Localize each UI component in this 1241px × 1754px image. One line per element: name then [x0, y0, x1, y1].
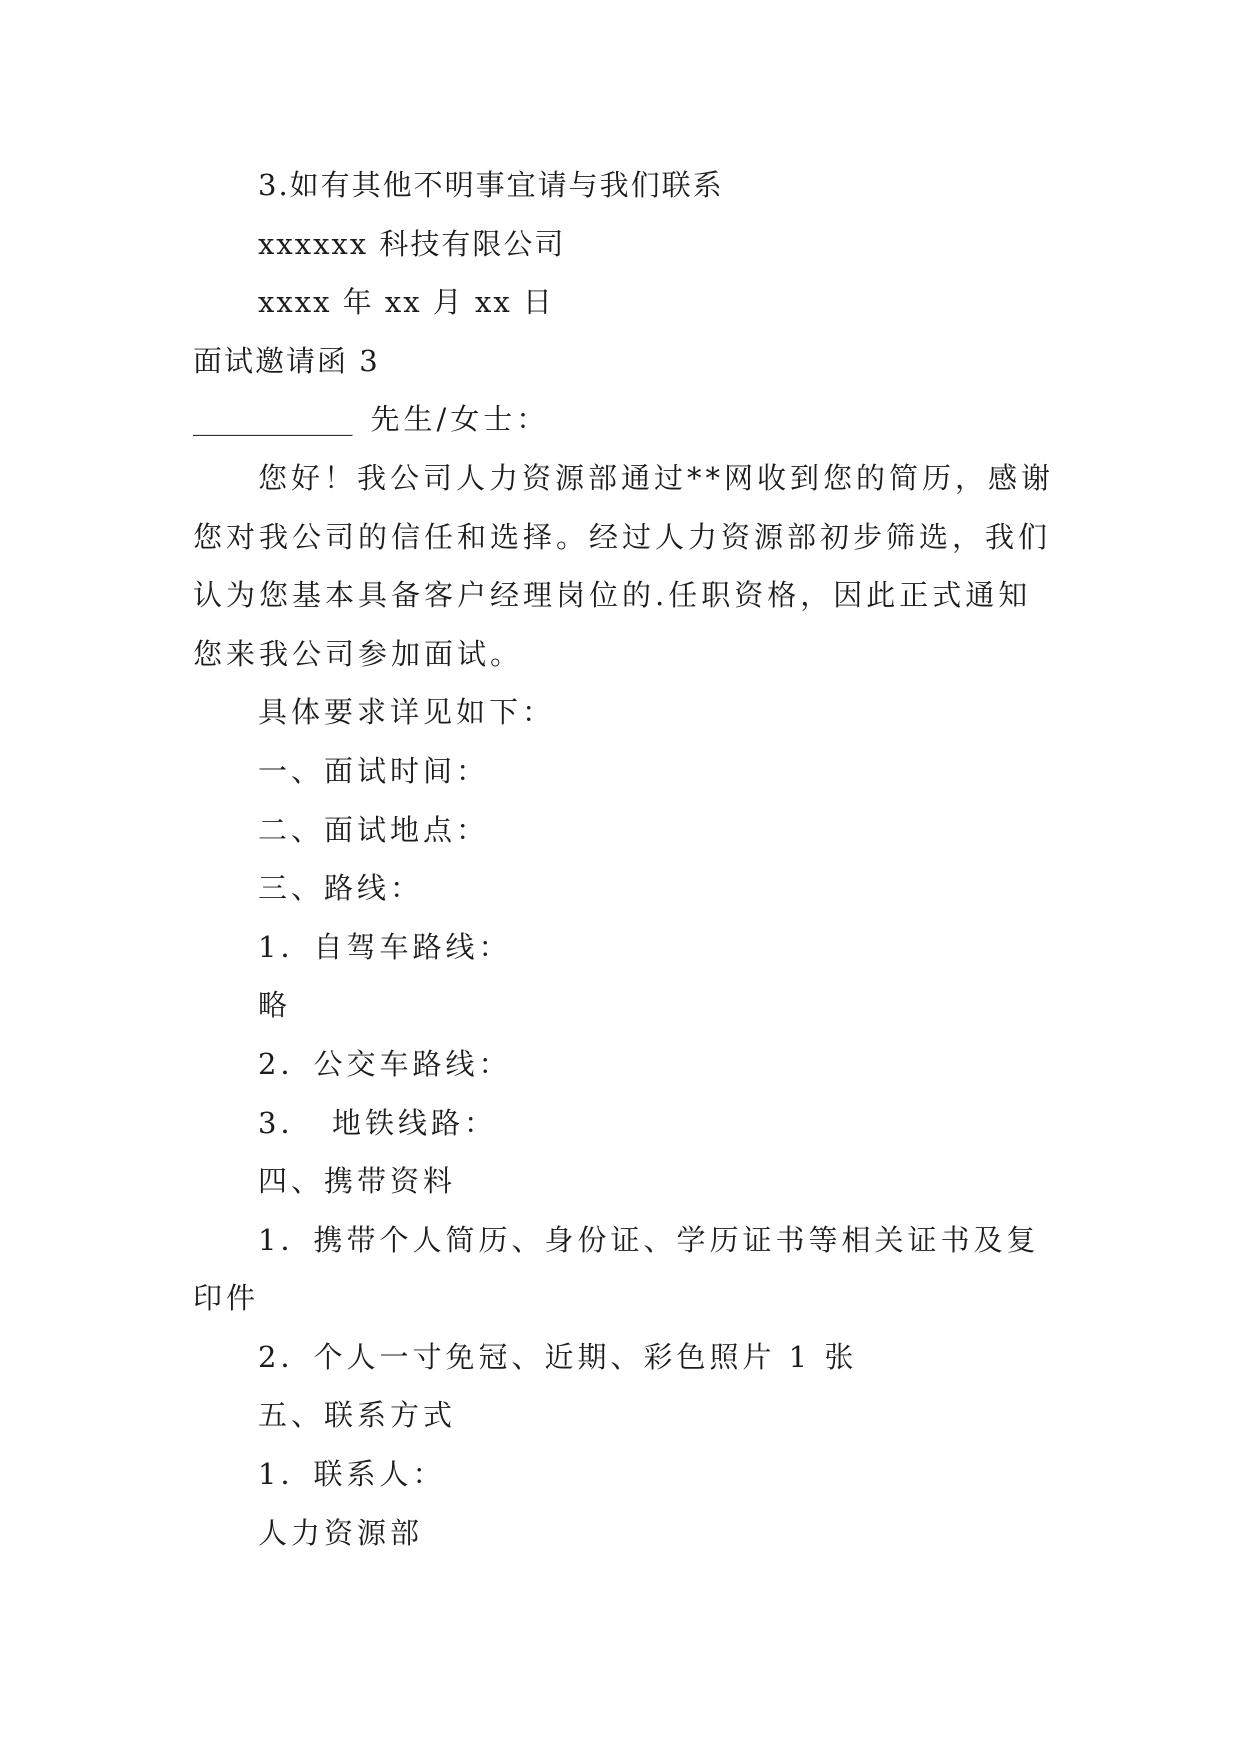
section-materials: 四、携带资料	[258, 1164, 457, 1199]
salutation: 先生/女士：	[370, 402, 550, 437]
route-subway: 3． 地铁线路：	[258, 1105, 497, 1140]
body-line-4: 您来我公司参加面试。	[193, 636, 524, 671]
document-content	[0, 156, 1241, 1562]
company-name: xxxxxx 科技有限公司	[258, 226, 566, 261]
name-blank: ___________	[193, 402, 353, 437]
materials-item-2: 2．个人一寸免冠、近期、彩色照片 1 张	[258, 1339, 858, 1374]
materials-item-1: 1．携带个人简历、身份证、学历证书等相关证书及复	[258, 1222, 1040, 1257]
contact-person: 人力资源部	[258, 1515, 424, 1550]
previous-letter-item-3: 3.如有其他不明事宜请与我们联系	[258, 168, 724, 202]
body-line-3: 认为您基本具备客户经理岗位的.任职资格，因此正式通知	[193, 578, 1032, 613]
body-line-2: 您对我公司的信任和选择。经过人力资源部初步筛选，我们	[193, 519, 1052, 554]
section-interview-time: 一、面试时间：	[258, 753, 490, 788]
section-route: 三、路线：	[258, 871, 424, 906]
body-line-1: 您好！我公司人力资源部通过**网收到您的简历，感谢	[258, 460, 1055, 495]
section-contact: 五、联系方式	[258, 1398, 457, 1433]
route-bus: 2．公交车路线：	[258, 1046, 512, 1081]
letter-date: xxxx 年 xx 月 xx 日	[258, 285, 554, 320]
section-interview-place: 二、面试地点：	[258, 812, 490, 847]
route-car: 1．自驾车路线：	[258, 929, 512, 964]
route-car-detail: 略	[258, 988, 292, 1023]
contact-person-label: 1．联系人：	[258, 1457, 446, 1492]
letter-title: 面试邀请函 3	[193, 343, 380, 378]
materials-item-1-cont: 印件	[193, 1281, 260, 1316]
requirements-intro: 具体要求详见如下：	[258, 695, 556, 730]
salutation-line	[0, 390, 1241, 449]
